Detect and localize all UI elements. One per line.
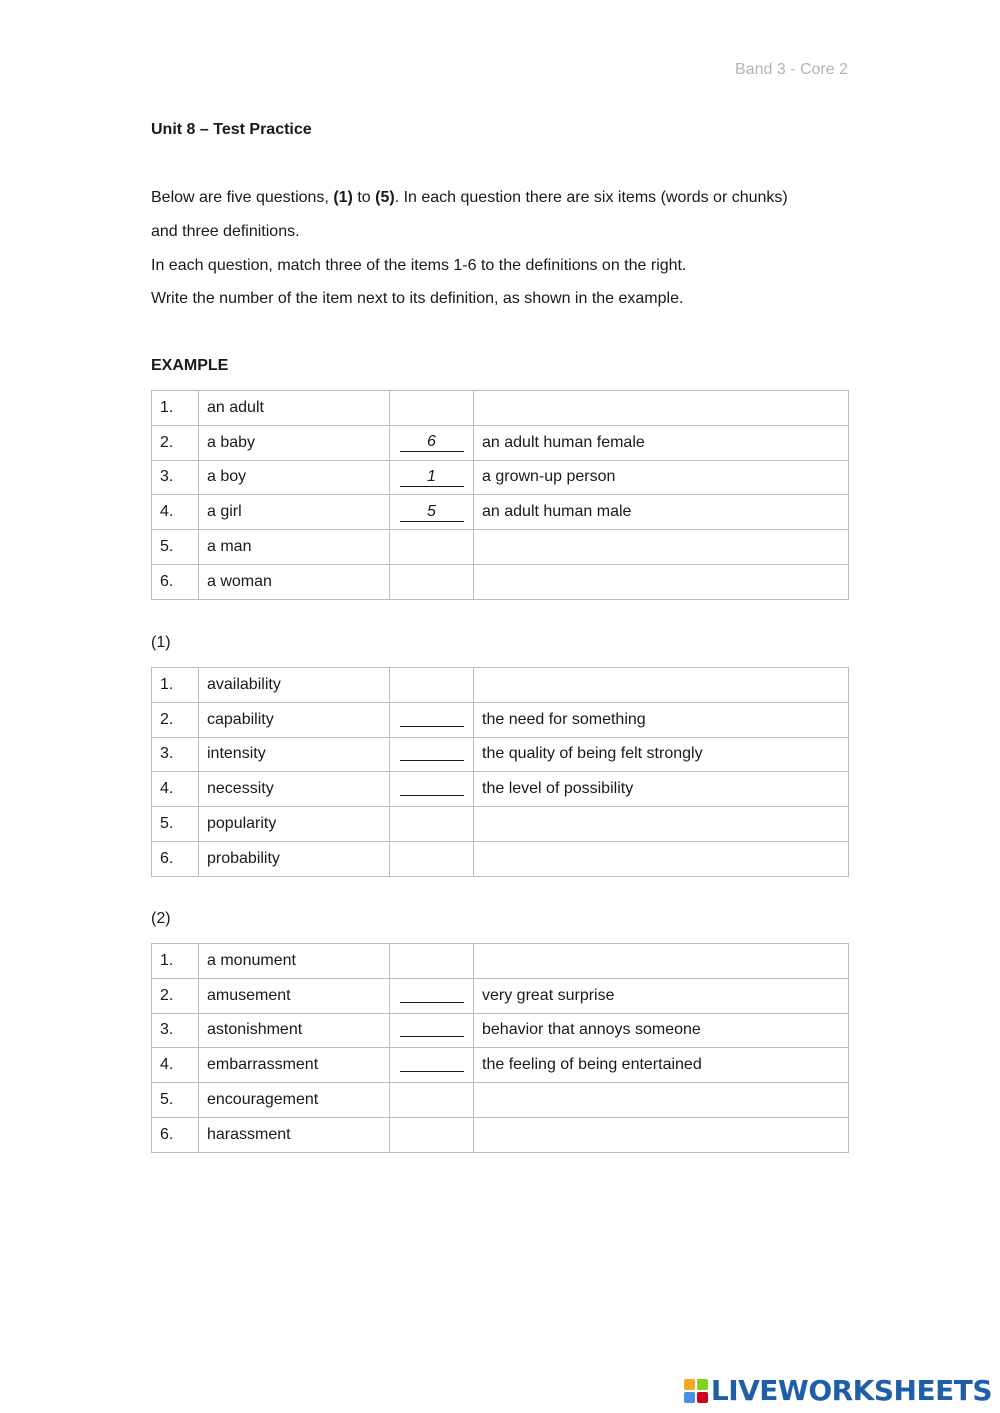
instruction-bold: (1): [333, 189, 353, 206]
item-text: probability: [199, 841, 390, 876]
table-row: [152, 668, 849, 703]
item-text: necessity: [199, 772, 390, 807]
instruction-line-3: In each question, match three of the items 1-6 to the definitions on the right.: [151, 257, 687, 274]
definition-text: the feeling of being entertained: [474, 1048, 849, 1083]
definition-text: behavior that annoys someone: [474, 1013, 849, 1048]
item-text: encouragement: [199, 1083, 390, 1118]
item-text: availability: [199, 668, 390, 703]
definition-text: [474, 530, 849, 565]
answer-cell: [390, 1013, 474, 1048]
item-text: a monument: [199, 944, 390, 979]
answer-blank-input[interactable]: [400, 1018, 464, 1037]
answer-cell: [390, 737, 474, 772]
table-row: [152, 530, 849, 565]
definition-text: the need for something: [474, 702, 849, 737]
question-1-label: (1): [151, 634, 171, 651]
answer-cell: [390, 391, 474, 426]
question-2-table: [151, 943, 849, 1153]
definition-text: [474, 668, 849, 703]
row-number: 5.: [152, 807, 199, 842]
row-number: 4.: [152, 772, 199, 807]
row-number: 3.: [152, 460, 199, 495]
table-row: [152, 1117, 849, 1152]
definition-text: an adult human female: [474, 425, 849, 460]
liveworksheets-logo-icon: [683, 1378, 709, 1404]
table-row: [152, 772, 849, 807]
instruction-line-2: and three definitions.: [151, 223, 300, 240]
answer-blank-input[interactable]: [400, 742, 464, 761]
header-band: Band 3 - Core 2: [735, 61, 848, 78]
table-row: [152, 702, 849, 737]
definition-text: [474, 807, 849, 842]
row-number: 3.: [152, 737, 199, 772]
item-text: popularity: [199, 807, 390, 842]
item-text: a man: [199, 530, 390, 565]
row-number: 4.: [152, 1048, 199, 1083]
table-row: [152, 564, 849, 599]
item-text: a woman: [199, 564, 390, 599]
definition-text: [474, 391, 849, 426]
example-answer: 5: [400, 503, 464, 522]
table-row: [152, 841, 849, 876]
row-number: 3.: [152, 1013, 199, 1048]
liveworksheets-brand: [683, 1374, 992, 1407]
row-number: 2.: [152, 978, 199, 1013]
answer-cell: [390, 772, 474, 807]
answer-cell: [390, 1083, 474, 1118]
answer-cell: [390, 668, 474, 703]
table-row: [152, 425, 849, 460]
item-text: astonishment: [199, 1013, 390, 1048]
question-1-table: [151, 667, 849, 877]
table-row: [152, 1048, 849, 1083]
row-number: 2.: [152, 425, 199, 460]
table-row: [152, 737, 849, 772]
row-number: 1.: [152, 944, 199, 979]
answer-cell: [390, 564, 474, 599]
answer-cell: [390, 807, 474, 842]
definition-text: [474, 1083, 849, 1118]
answer-cell: [390, 1117, 474, 1152]
table-row: [152, 460, 849, 495]
table-row: [152, 944, 849, 979]
answer-cell: [390, 460, 474, 495]
instruction-line-1: [151, 188, 788, 208]
page-title: Unit 8 – Test Practice: [151, 121, 312, 138]
item-text: a baby: [199, 425, 390, 460]
instruction-bold: (5): [375, 189, 395, 206]
answer-cell: [390, 944, 474, 979]
answer-cell: [390, 425, 474, 460]
definition-text: very great surprise: [474, 978, 849, 1013]
answer-cell: [390, 978, 474, 1013]
answer-blank-input[interactable]: [400, 984, 464, 1003]
row-number: 5.: [152, 530, 199, 565]
item-text: capability: [199, 702, 390, 737]
instruction-text: . In each question there are six items (words or chunks): [394, 189, 788, 206]
row-number: 1.: [152, 668, 199, 703]
row-number: 1.: [152, 391, 199, 426]
answer-blank-input[interactable]: [400, 1053, 464, 1072]
answer-blank-input[interactable]: [400, 777, 464, 796]
item-text: a girl: [199, 495, 390, 530]
answer-cell: [390, 495, 474, 530]
item-text: amusement: [199, 978, 390, 1013]
definition-text: a grown-up person: [474, 460, 849, 495]
table-row: [152, 978, 849, 1013]
item-text: harassment: [199, 1117, 390, 1152]
item-text: a boy: [199, 460, 390, 495]
answer-blank-input[interactable]: [400, 708, 464, 727]
row-number: 4.: [152, 495, 199, 530]
answer-cell: [390, 530, 474, 565]
table-row: [152, 1013, 849, 1048]
instruction-line-4: Write the number of the item next to its definition, as shown in the example.: [151, 290, 684, 307]
answer-cell: [390, 702, 474, 737]
row-number: 5.: [152, 1083, 199, 1118]
definition-text: [474, 1117, 849, 1152]
example-answer: 1: [400, 468, 464, 487]
brand-text: LIVEWORKSHEETS: [710, 1374, 992, 1407]
row-number: 2.: [152, 702, 199, 737]
question-2-label: (2): [151, 910, 171, 927]
table-row: [152, 807, 849, 842]
item-text: intensity: [199, 737, 390, 772]
item-text: an adult: [199, 391, 390, 426]
instruction-text: to: [352, 189, 376, 206]
definition-text: the quality of being felt strongly: [474, 737, 849, 772]
definition-text: [474, 564, 849, 599]
definition-text: an adult human male: [474, 495, 849, 530]
example-answer: 6: [400, 433, 464, 452]
table-row: [152, 495, 849, 530]
definition-text: [474, 841, 849, 876]
definition-text: [474, 944, 849, 979]
example-table: [151, 390, 849, 600]
row-number: 6.: [152, 564, 199, 599]
table-row: [152, 1083, 849, 1118]
row-number: 6.: [152, 1117, 199, 1152]
row-number: 6.: [152, 841, 199, 876]
example-label: EXAMPLE: [151, 357, 229, 374]
item-text: embarrassment: [199, 1048, 390, 1083]
table-row: [152, 391, 849, 426]
answer-cell: [390, 1048, 474, 1083]
instruction-text: Below are five questions,: [151, 189, 334, 206]
definition-text: the level of possibility: [474, 772, 849, 807]
answer-cell: [390, 841, 474, 876]
